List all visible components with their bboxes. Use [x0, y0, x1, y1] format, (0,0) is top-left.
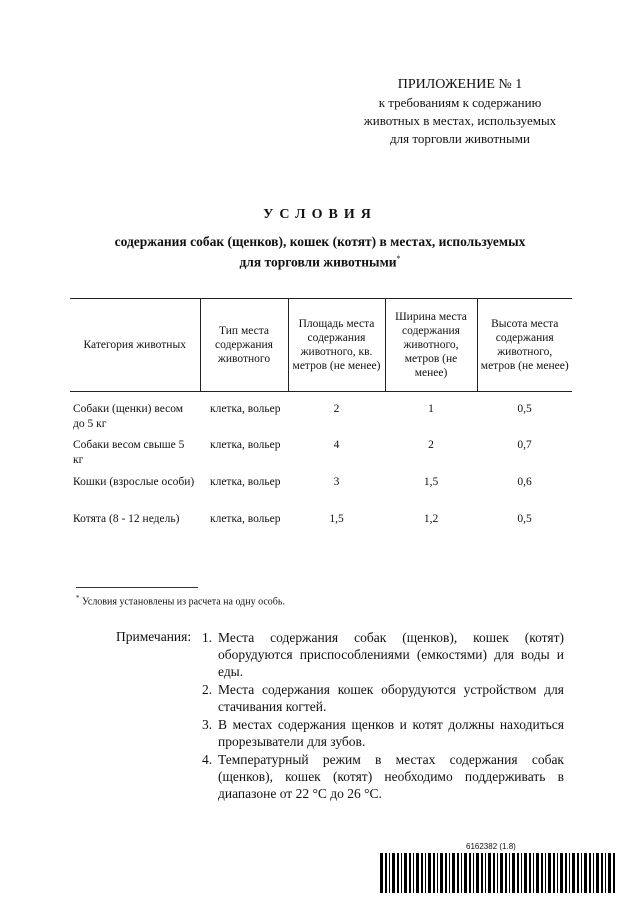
cell-area: 4: [333, 439, 340, 451]
subtitle-line-1: содержания собак (щенков), кошек (котят) в местах, используемых: [114, 234, 526, 249]
document-subtitle: [60, 233, 580, 271]
header-type: Тип места содержания животного: [200, 299, 288, 392]
notes-list: [202, 629, 564, 803]
cell-category: Собаки весом свыше 5 кг: [73, 439, 185, 466]
note-number: 1.: [202, 630, 213, 645]
subtitle-line-2: [60, 250, 580, 271]
cell-width: 1: [428, 403, 434, 415]
appendix-line-2: животных в местах, используемых: [363, 113, 557, 128]
footnote-text: Условия установлены из расчета на одну особь.: [82, 596, 285, 608]
cell-type: клетка, вольер: [210, 513, 281, 525]
note-number: 3.: [202, 717, 213, 732]
subtitle-footnote-mark: *: [396, 254, 401, 263]
table-row: [70, 438, 572, 475]
header-category: Категория животных: [70, 299, 200, 392]
footnote-mark: *: [76, 594, 80, 602]
note-text: Температурный режим в местах содержания собак (щенков), кошек (котят) необходимо поддерживать в диапазоне от 22 °С до 26 °С.: [218, 752, 564, 801]
appendix-header: [320, 76, 600, 148]
note-text: Места содержания собак (щенков), кошек (котят) оборудуются приспособлениями (емкостями) для воды и еды.: [218, 630, 564, 679]
cell-width: 2: [428, 439, 434, 451]
barcode-icon: [380, 853, 618, 893]
cell-type: клетка, вольер: [210, 476, 281, 488]
cell-width: 1,2: [423, 513, 439, 525]
notes-label: Примечания:: [116, 629, 192, 644]
cell-height: 0,5: [517, 513, 532, 525]
list-item: [202, 716, 564, 750]
barcode-number: 6162382 (1.8): [466, 842, 516, 851]
table-row: [70, 475, 572, 512]
document-title: УСЛОВИЯ: [263, 207, 377, 222]
cell-category: Котята (8 - 12 недель): [73, 513, 180, 525]
cell-height: 0,7: [517, 439, 532, 451]
list-item: [202, 629, 564, 680]
cell-height: 0,6: [517, 476, 532, 488]
cell-area: 2: [333, 403, 340, 415]
footnote: [76, 594, 285, 607]
note-text: Места содержания кошек оборудуются устройством для стачивания когтей.: [218, 682, 564, 714]
appendix-title: ПРИЛОЖЕНИЕ № 1: [397, 77, 523, 92]
table-row: [70, 512, 572, 549]
header-width: Ширина места содержания животного, метров (не менее): [385, 299, 477, 392]
cell-area: 3: [333, 476, 340, 488]
list-item: [202, 681, 564, 715]
cell-type: клетка, вольер: [210, 403, 281, 415]
header-area: Площадь места содержания животного, кв. метров (не менее): [288, 299, 385, 392]
header-height: Высота места содержания животного, метров (не менее): [477, 299, 572, 392]
note-number: 4.: [202, 752, 213, 767]
appendix-line-3: для торговли животными: [390, 131, 530, 146]
cell-type: клетка, вольер: [210, 439, 281, 451]
cell-height: 0,5: [517, 403, 532, 415]
footnote-divider: [76, 587, 198, 588]
table-header-row: [70, 299, 572, 392]
note-text: В местах содержания щенков и котят должны находиться прорезыватели для зубов.: [218, 717, 564, 749]
cell-category: Кошки (взрослые особи): [73, 476, 195, 488]
note-number: 2.: [202, 682, 213, 697]
list-item: [202, 751, 564, 802]
subtitle-line-2-text: для торговли животными: [239, 254, 397, 270]
cell-category: Собаки (щенки) весом до 5 кг: [73, 403, 184, 430]
cell-area: 1,5: [329, 513, 344, 525]
cell-width: 1,5: [423, 476, 439, 488]
appendix-line-1: к требованиям к содержанию: [378, 95, 542, 110]
table-row: [70, 392, 572, 439]
conditions-table: [70, 298, 572, 549]
